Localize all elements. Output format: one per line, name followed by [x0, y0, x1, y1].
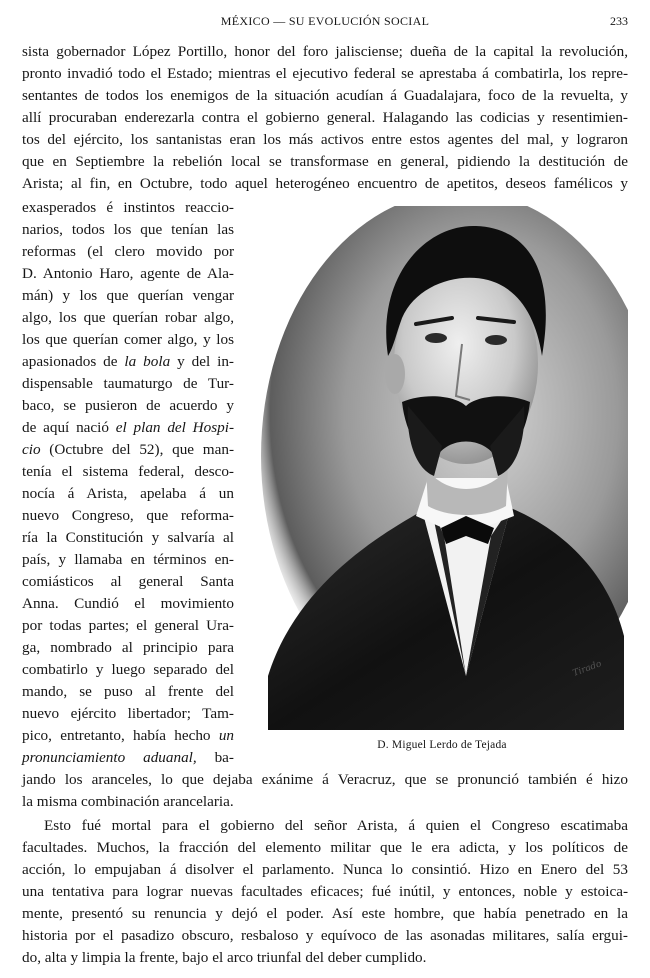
text-line: sentantes de todos los enemigos de la situación acudían á Guadalajara, foco de la revuelta, y — [22, 87, 628, 104]
text-line: mando, se puso al frente del — [22, 683, 234, 700]
text-line: combatirlo y luego separado del — [22, 661, 234, 678]
text-line: de aquí nació el plan del Hospi- — [22, 419, 235, 436]
text-line: jando los aranceles, lo que dejaba exánime á Veracruz, que se pronunció también é hizo — [22, 771, 628, 788]
figure-caption: D. Miguel Lerdo de Tejada — [377, 739, 507, 751]
text-line: narios, todos los que tenían las — [22, 221, 234, 238]
running-title: MÉXICO — SU EVOLUCIÓN SOCIAL — [220, 14, 430, 28]
text-line: algo, los que querían robar algo, — [22, 309, 234, 326]
text-line: comiásticos al general Santa — [22, 573, 234, 590]
text-line: pico, entretanto, había hecho un — [22, 727, 234, 744]
text-line: apasionados de la bola y del in- — [22, 353, 234, 370]
running-header — [22, 14, 628, 32]
text-line: tenía el sistema federal, desco- — [22, 463, 234, 480]
text-line: los que querían comer algo, y los — [22, 331, 234, 348]
text-line: tos del ejército, los santanistas eran los más activos entre estos agentes del mal, y lograron — [22, 131, 628, 148]
text-line: facultades. Muchos, la fracción del elemento militar que le era adicta, y los políticos de — [22, 839, 628, 856]
text-line: do, alta y limpia la frente, bajo el arco triunfal del deber cumplido. — [22, 949, 427, 966]
text-line: ría la Constitución y salvaría al — [22, 529, 234, 546]
text-line: por todas partes; el general Ura- — [22, 617, 234, 634]
text-line: país, y llamaba en términos en- — [22, 551, 234, 568]
text-line: Anna. Cundió el movimiento — [22, 595, 234, 612]
text-line: pronunciamiento aduanal, ba- — [22, 749, 234, 766]
portrait-illustration — [256, 206, 628, 730]
text-line: nuevo Congreso, que reforma- — [22, 507, 234, 524]
text-line: historia por el pasadizo obscuro, resbaloso y equívoco de las asonadas militares, salía ergui- — [22, 927, 628, 944]
text-line: dispensable taumaturgo de Tur- — [22, 375, 234, 392]
text-line: cio (Octubre del 52), que man- — [22, 441, 234, 458]
page-number: 233 — [610, 14, 628, 28]
text-line: pronto invadió todo el Estado; mientras el ejecutivo federal se aprestaba á combatirla, los repre- — [22, 65, 628, 82]
engraver-signature: Tirado — [571, 659, 603, 679]
text-line: sista gobernador López Portillo, honor del foro jalisciense; dueña de la capital la revolución, — [22, 43, 628, 60]
text-line: nocía á Arista, apelaba á un — [22, 485, 234, 502]
text-line: mente, presentó su renuncia y dejó el poder. Así este hombre, que había penetrado en la — [22, 905, 628, 922]
text-line: que en Septiembre la rebelión local se transformase en general, pidiendo la destitución de — [22, 153, 628, 170]
text-line: D. Antonio Haro, agente de Ala- — [22, 265, 234, 282]
text-line: Esto fué mortal para el gobierno del señor Arista, á quien el Congreso escatimaba — [44, 817, 628, 834]
text-line: allí procuraban enderezarla contra el gobierno general. Halagando las codicias y resentimien- — [22, 109, 628, 126]
text-line: reformas (el clero movido por — [22, 243, 234, 260]
text-line: ga, nombrado al principio para — [22, 639, 234, 656]
text-line: Arista; al fin, en Octubre, todo aquel heterogéneo encuentro de apetitos, deseos famélicos y — [22, 175, 628, 192]
text-line: baco, se pusieron de acuerdo y — [22, 397, 234, 414]
text-line: una tentativa para lograr nuevas facultades eficaces; fué inútil, y entonces, noble y estoica- — [22, 883, 628, 900]
text-line: acción, lo empujaban á disolver el parlamento. Nunca lo consintió. Hizo en Enero del 53 — [22, 861, 628, 878]
text-line: mán) y los que querían vengar — [22, 287, 234, 304]
text-line: exasperados é instintos reaccio- — [22, 199, 234, 216]
text-line: la misma combinación arancelaria. — [22, 793, 234, 810]
text-line: nuevo ejército libertador; Tam- — [22, 705, 234, 722]
